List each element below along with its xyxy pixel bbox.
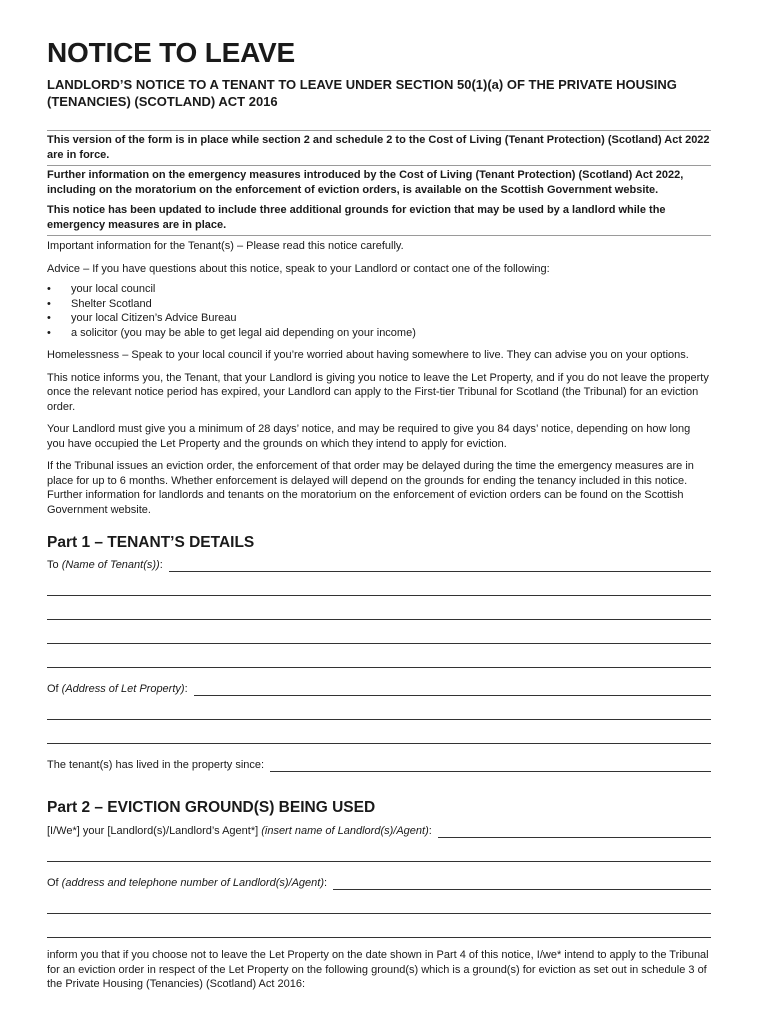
landlord-name-line[interactable] <box>47 850 711 862</box>
list-item: • your local Citizen’s Advice Bureau <box>47 311 711 326</box>
contact-list <box>47 282 711 340</box>
homelessness-text: Homelessness – Speak to your local council if you’re worried about having somewhere to live. They can advise you on your options. <box>47 349 689 361</box>
notice-period-paragraph: Your Landlord must give you a minimum of 28 days’ notice, and may be required to give you 84 days’ notice, depending on how long you have occupied the Let Property and the grounds on which they intend to apply for eviction. <box>47 423 691 450</box>
landlord-name-field[interactable] <box>47 824 711 838</box>
tenant-name-line[interactable] <box>47 584 711 596</box>
list-item: • a solicitor (you may be able to get legal aid depending on your income) <box>47 326 711 341</box>
notice-page <box>47 36 711 992</box>
landlord-address-field[interactable] <box>47 876 711 890</box>
updated-note: This notice has been updated to include three additional grounds for eviction that may be used by a landlord while the emergency measures are in place. <box>47 204 666 231</box>
lived-since-line[interactable] <box>270 760 711 772</box>
divider <box>47 235 711 236</box>
landlord-name-label: [I/We*] your [Landlord(s)/Landlord’s Agent*] (insert name of Landlord(s)/Agent): <box>47 825 432 837</box>
tenant-name-line[interactable] <box>169 560 711 572</box>
divider <box>47 130 711 131</box>
part2-heading: Part 2 – EVICTION GROUND(S) BEING USED <box>47 799 376 816</box>
landlord-address-line[interactable] <box>47 902 711 914</box>
part1-heading: Part 1 – TENANT’S DETAILS <box>47 534 255 551</box>
lived-since-label: The tenant(s) has lived in the property since: <box>47 759 265 771</box>
landlord-address-line[interactable] <box>333 878 711 890</box>
property-address-label: Of (Address of Let Property): <box>47 683 188 695</box>
tenant-name-label: To (Name of Tenant(s)): <box>47 559 163 571</box>
page-subtitle: LANDLORD’S NOTICE TO A TENANT TO LEAVE UNDER SECTION 50(1)(a) OF THE PRIVATE HOUSING (TENANCIES) (SCOTLAND) ACT 2016 <box>47 77 677 109</box>
list-item: • your local council <box>47 282 711 297</box>
list-item: • Shelter Scotland <box>47 297 711 312</box>
tenant-name-field[interactable] <box>47 558 711 572</box>
page-title: NOTICE TO LEAVE <box>47 37 295 68</box>
notice-paragraph: This notice informs you, the Tenant, that your Landlord is giving you notice to leave the Let Property, and if you do not leave the property once the relevant notice period has expired, your Landlord can apply to the First-tier Tribunal for Scotland (the Tribunal) for an eviction order. <box>47 371 709 413</box>
tenant-name-line[interactable] <box>47 656 711 668</box>
important-info: Important information for the Tenant(s) – Please read this notice carefully. <box>47 240 404 252</box>
property-address-field[interactable] <box>47 682 711 696</box>
property-address-line[interactable] <box>47 732 711 744</box>
divider <box>47 165 711 166</box>
tenant-name-line[interactable] <box>47 608 711 620</box>
lived-since-field[interactable] <box>47 758 711 772</box>
tribunal-paragraph: If the Tribunal issues an eviction order, the enforcement of that order may be delayed during the time the emergency measures are in place for up to 6 months. Whether enforcement is delayed will depend on the grounds for ending the tenancy included in this notice. Further information for landlords and tenants on the moratorium on the enforcement of eviction orders can be found on the Scottish Government website. <box>47 460 694 516</box>
tenant-name-line[interactable] <box>47 632 711 644</box>
property-address-line[interactable] <box>47 708 711 720</box>
intent-paragraph: inform you that if you choose not to leave the Let Property on the date shown in Part 4 of this notice, I/we* intend to apply to the Tribunal for an eviction order in respect of the Let Property on the following ground(s) which is a ground(s) for eviction as set out in schedule 3 of the Private Housing (Tenancies) (Scotland) Act 2016: <box>47 949 709 990</box>
landlord-address-label: Of (address and telephone number of Landlord(s)/Agent): <box>47 877 328 889</box>
property-address-line[interactable] <box>194 684 711 696</box>
landlord-name-line[interactable] <box>438 826 711 838</box>
landlord-address-line[interactable] <box>47 926 711 938</box>
advice-text: Advice – If you have questions about this notice, speak to your Landlord or contact one of the following: <box>47 262 550 275</box>
version-note: This version of the form is in place while section 2 and schedule 2 to the Cost of Living (Tenant Protection) (Scotland) Act 2022 are in force. <box>47 134 710 161</box>
further-info-note: Further information on the emergency measures introduced by the Cost of Living (Tenant Protection) (Scotland) Act 2022, including on the moratorium on the enforcement of eviction orders, is available on the Scottish Government website. <box>47 169 684 196</box>
